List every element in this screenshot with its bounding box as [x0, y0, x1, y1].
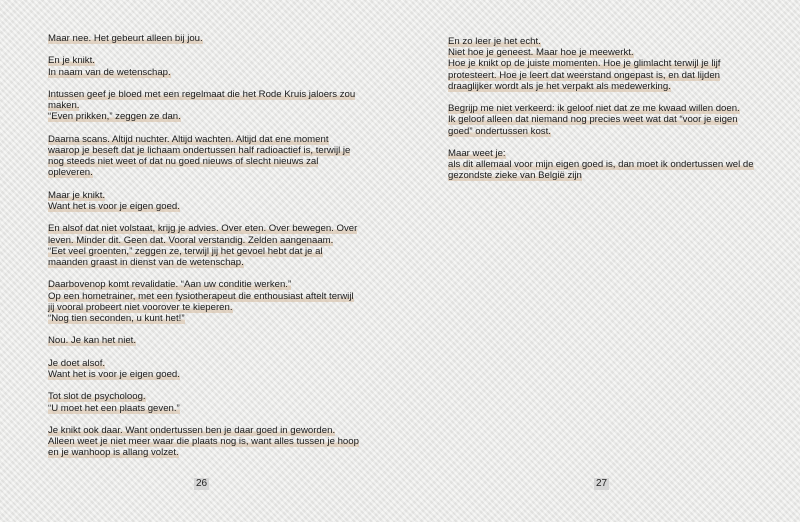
highlighted-text: En alsof dat niet volstaat, krijg je advies. Over eten. Over bewegen. Over	[48, 223, 358, 235]
paragraph	[48, 89, 360, 123]
right-page-text	[448, 36, 760, 193]
text-line	[48, 111, 360, 122]
paragraph	[48, 391, 360, 413]
text-line	[48, 425, 360, 436]
text-line	[48, 167, 360, 178]
text-line	[48, 55, 360, 66]
highlighted-text: goed” ondertussen kost.	[448, 125, 551, 137]
highlighted-text: als dit allemaal voor mijn eigen goed is, dan moet ik ondertussen wel de	[448, 159, 754, 171]
paragraph	[448, 103, 760, 137]
text-line	[48, 291, 360, 302]
text-line	[48, 369, 360, 380]
highlighted-text: En je knikt.	[48, 55, 95, 67]
text-line	[48, 156, 360, 167]
highlighted-text: Je doet alsof.	[48, 357, 106, 369]
highlighted-text: draaglijker wordt als je het verpakt als medewerking.	[448, 80, 671, 92]
paragraph	[48, 134, 360, 179]
paragraph	[48, 223, 360, 268]
text-line	[48, 201, 360, 212]
highlighted-text: Niet hoe je geneest. Maar hoe je meewerkt.	[448, 47, 634, 59]
text-line	[48, 391, 360, 402]
highlighted-text: Daarbovenop komt revalidatie. “Aan uw conditie werken.”	[48, 279, 292, 291]
text-line	[448, 103, 760, 114]
highlighted-text: Nou. Je kan het niet.	[48, 335, 136, 347]
text-line	[448, 114, 760, 125]
text-line	[448, 70, 760, 81]
right-page	[400, 0, 800, 522]
highlighted-text: nog steeds niet weet of dat nu goed nieuws of slecht nieuws zal	[48, 156, 319, 168]
text-line	[448, 159, 760, 170]
paragraph	[448, 148, 760, 182]
highlighted-text: Maar je knikt.	[48, 189, 106, 201]
highlighted-text: protesteert. Hoe je leert dat weerstand ongepast is, en dat lijden	[448, 69, 720, 81]
text-line	[48, 246, 360, 257]
text-line	[48, 89, 360, 100]
text-line	[48, 33, 360, 44]
highlighted-text: maanden graast in dienst van de wetenschap.	[48, 256, 244, 268]
text-line	[48, 335, 360, 346]
highlighted-text: maken.	[48, 100, 80, 112]
highlighted-text: “U moet het een plaats geven.”	[48, 402, 180, 414]
highlighted-text: Op een hometrainer, met een fysiotherapeut die enthousiast aftelt terwijl	[48, 290, 354, 302]
highlighted-text: Intussen geef je bloed met een regelmaat die het Rode Kruis jaloers zou	[48, 88, 356, 100]
paragraph	[48, 55, 360, 77]
highlighted-text: Begrijp me niet verkeerd: ik geloof niet dat ze me kwaad willen doen.	[448, 103, 740, 115]
highlighted-text: “Even prikken,” zeggen ze dan.	[48, 111, 181, 123]
highlighted-text: Want het is voor je eigen goed.	[48, 368, 180, 380]
text-line	[448, 148, 760, 159]
text-line	[48, 257, 360, 268]
highlighted-text: Maar weet je:	[448, 148, 506, 159]
text-line	[48, 67, 360, 78]
highlighted-text: jij vooral probeert niet voorover te kieperen.	[48, 301, 233, 313]
text-line	[48, 223, 360, 234]
highlighted-text: “Nog tien seconden, u kunt het!”	[48, 312, 185, 324]
highlighted-text: Hoe je knikt op de juiste momenten. Hoe je glimlacht terwijl je lijf	[448, 58, 721, 70]
text-line	[48, 134, 360, 145]
text-line	[48, 302, 360, 313]
left-page-text	[48, 33, 360, 470]
highlighted-text: gezondste zieke van België zijn	[448, 170, 582, 182]
paragraph	[48, 335, 360, 346]
text-line	[48, 358, 360, 369]
text-line	[48, 436, 360, 447]
highlighted-text: Daarna scans. Altijd nuchter. Altijd wachten. Altijd dat ene moment	[48, 133, 329, 145]
highlighted-text: Tot slot de psycholoog.	[48, 391, 146, 403]
text-line	[48, 100, 360, 111]
text-line	[48, 279, 360, 290]
text-line	[48, 190, 360, 201]
page-number-right: 27	[596, 478, 608, 489]
highlighted-text: Want het is voor je eigen goed.	[48, 200, 180, 212]
highlighted-text: In naam van de wetenschap.	[48, 66, 171, 78]
highlighted-text: Alleen weet je niet meer waar die plaats nog is, want alles tussen je hoop	[48, 436, 359, 448]
highlighted-text: “Eet veel groenten,” zeggen ze, terwijl jij het gevoel hebt dat je al	[48, 245, 323, 257]
text-line	[48, 235, 360, 246]
text-line	[48, 313, 360, 324]
text-line	[48, 403, 360, 414]
text-line	[48, 145, 360, 156]
highlighted-text: en je wanhoop is allang volzet.	[48, 447, 179, 459]
text-line	[448, 47, 760, 58]
highlighted-text: opleveren.	[48, 167, 93, 179]
text-line	[448, 58, 760, 69]
text-line	[48, 447, 360, 458]
text-line	[448, 81, 760, 92]
highlighted-text: Ik geloof alleen dat niemand nog precies weet wat dat “voor je eigen	[448, 114, 738, 126]
highlighted-text: Je knikt ook daar. Want ondertussen ben je daar goed in geworden.	[48, 424, 336, 436]
text-line	[448, 170, 760, 181]
highlighted-text: En zo leer je het echt.	[448, 36, 541, 47]
text-line	[448, 36, 760, 47]
highlighted-text: Maar nee. Het gebeurt alleen bij jou.	[48, 33, 203, 44]
paragraph	[48, 358, 360, 380]
highlighted-text: leven. Minder dit. Geen dat. Vooral verstandig. Zelden aangenaam.	[48, 234, 334, 246]
page-number-left: 26	[196, 478, 208, 489]
text-line	[448, 126, 760, 137]
paragraph	[48, 279, 360, 324]
paragraph	[48, 425, 360, 459]
paragraph	[48, 190, 360, 212]
highlighted-text: waarop je beseft dat je lichaam ondertussen half radioactief is, terwijl je	[48, 144, 351, 156]
paragraph	[448, 36, 760, 92]
paragraph	[48, 33, 360, 44]
